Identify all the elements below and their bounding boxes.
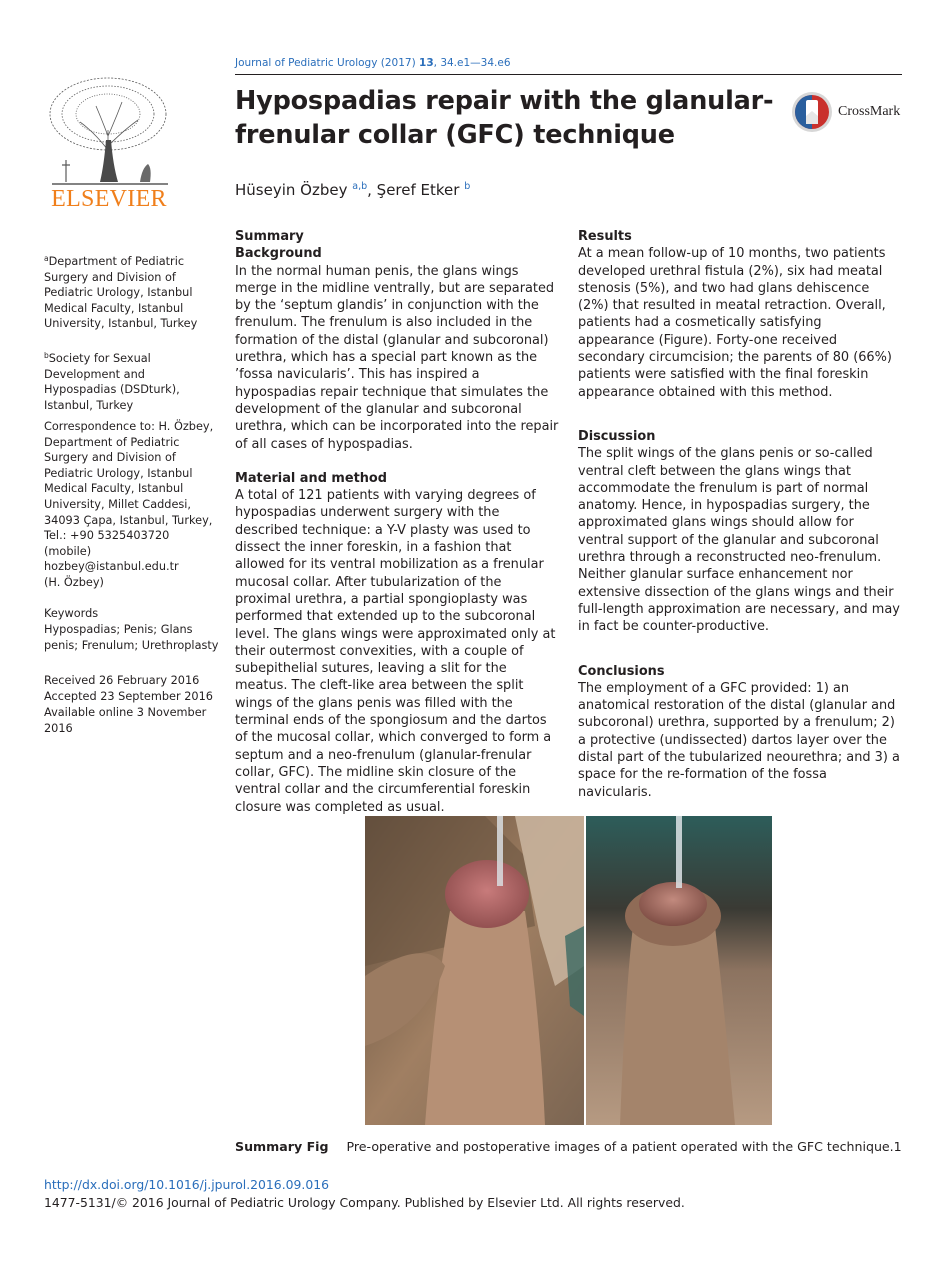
author-affiliation-link[interactable]: a,b (352, 181, 368, 192)
article-title: Hypospadias repair with the glanular-frenular collar (GFC) technique (235, 86, 774, 150)
affiliation-a: $^a$Department of Pediatric Surgery and Division of Pediatric Urology, Istanbul Medical Faculty, Istanbul University, Istanbul, Turkey (44, 254, 198, 331)
conclusions-heading: Conclusions (578, 663, 665, 679)
discussion-text: The split wings of the glans penis or so-called ventral cleft between the glans wings that accommodate the frenulum is part of normal anatomy. Hence, in hypospadias surgery, the approximated glans wings should allow for ventral support of the glanular and subcoronal urethra through a reconstructed neo-frenulum. Neither glanular surface enhancement nor extensive dissection of the glans wings and their full-length approximation are necessary, and may in fact be counter-productive. (578, 446, 900, 635)
history-online: Available online 3 November 2016 (44, 706, 207, 735)
journal-citation[interactable]: Journal of Pediatric Urology (2017) 13, 34.e1—34.e6 (235, 57, 511, 69)
history-received: Received 26 February 2016 (44, 674, 200, 687)
summary-figure-photos (365, 816, 772, 1125)
summary-heading: Summary (235, 229, 304, 244)
correspondence-email-owner: (H. Özbey) (44, 576, 104, 589)
author-affiliation-link[interactable]: b (464, 181, 471, 192)
background-heading: Background (235, 246, 322, 262)
correspondence-address: Correspondence to: H. Özbey, Department of Pediatric Surgery and Division of Pediatric Urology, Istanbul Medical Faculty, Istanbul University, Millet Caddesi, 34093 Çapa, Istanbul, Turkey, Tel.: +90 5325403720 (mobile) (44, 420, 214, 558)
summary-right-column (578, 228, 902, 801)
figure-caption (235, 1139, 902, 1154)
author-name: Şeref Etker (376, 181, 460, 199)
publisher-name: ELSEVIER (51, 186, 167, 212)
copyright-notice: 1477-5131/© 2016 Journal of Pediatric Urology Company. Published by Elsevier Ltd. All rights reserved. (44, 1195, 685, 1210)
author-name: Hüseyin Özbey (235, 181, 348, 199)
affiliation-b: $^b$Society for Sexual Development and Hypospadias (DSDturk), Istanbul, Turkey (44, 351, 180, 412)
figure-label: Summary Fig (235, 1139, 329, 1154)
elsevier-tree-logo (44, 70, 174, 187)
keywords-list: Hypospadias; Penis; Glans penis; Frenulum; Urethroplasty (44, 623, 219, 652)
results-heading: Results (578, 229, 632, 244)
correspondence-email[interactable]: hozbey@istanbul.edu.tr (44, 560, 179, 573)
doi-link[interactable]: http://dx.doi.org/10.1016/j.jpurol.2016.09.016 (44, 1177, 329, 1192)
methods-text: A total of 121 patients with varying degrees of hypospadias underwent surgery with the described technique: a Y-V plasty was used to dissect the inner foreskin, in a fashion that allowed for its ventral mobilization as a frenular mucosal collar. After tubularization of the proximal urethra, a partial spongioplasty was performed that extended up to the subcoronal level. The glans wings were approximated only at their outermost convexities, with a couple of subepithelial sutures, leaving a slit for the meatus. The cleft-like area between the split wings of the glans penis was filled with the terminal ends of the spongiosum and the dartos of the mucosal collar, which converged to form a septum and a neo-frenulum (glanular-frenular collar, GFC). The midline skin closure of the ventral collar and the circumferential foreskin closure was completed as usual. (235, 488, 556, 815)
summary-left-column (235, 228, 559, 816)
figure-caption-text: Pre-operative and postoperative images of a patient operated with the GFC technique.1 (346, 1139, 902, 1154)
keywords-heading: Keywords (44, 607, 99, 620)
results-text: At a mean follow-up of 10 months, two patients developed urethral fistula (2%), six had meatal stenosis (5%), and two had glans dehiscence (2%) that resulted in meatal retraction. Overall, patients had a cosmetically satisfying appearance (Figure). Forty-one received secondary circumcision; the parents of 80 (66%) patients were satisfied with the final foreskin appearance obtained with this method. (578, 246, 892, 400)
header-divider (235, 74, 902, 75)
conclusions-text: The employment of a GFC provided: 1) an anatomical restoration of the distal (glanular and subcoronal) urethra, supported by a frenulum; 2) a protective (undissected) dartos layer over the distal part of the tubularized neourethra; and 3) a space for the re-formation of the fossa navicularis. (578, 680, 900, 800)
author-list: Hüseyin Özbey $^{a,b}$, Şeref Etker $^b$ (235, 181, 471, 199)
crossmark-label[interactable]: CrossMark (838, 104, 901, 119)
discussion-heading: Discussion (578, 428, 656, 444)
background-text: In the normal human penis, the glans wings merge in the midline ventrally, but are separated by the ‘septum glandis’ in conjunction with the frenulum. The frenulum is also included in the formation of the distal (glanular and subcoronal) urethra, which has a special part known as the ’fossa navicularis’. This has inspired a hypospadias repair technique that simulates the development of the glanular and subcoronal urethra, which can be incorporated into the repair of all cases of hypospadias. (235, 263, 559, 452)
history-accepted: Accepted 23 September 2016 (44, 690, 213, 703)
methods-heading: Material and method (235, 470, 387, 486)
